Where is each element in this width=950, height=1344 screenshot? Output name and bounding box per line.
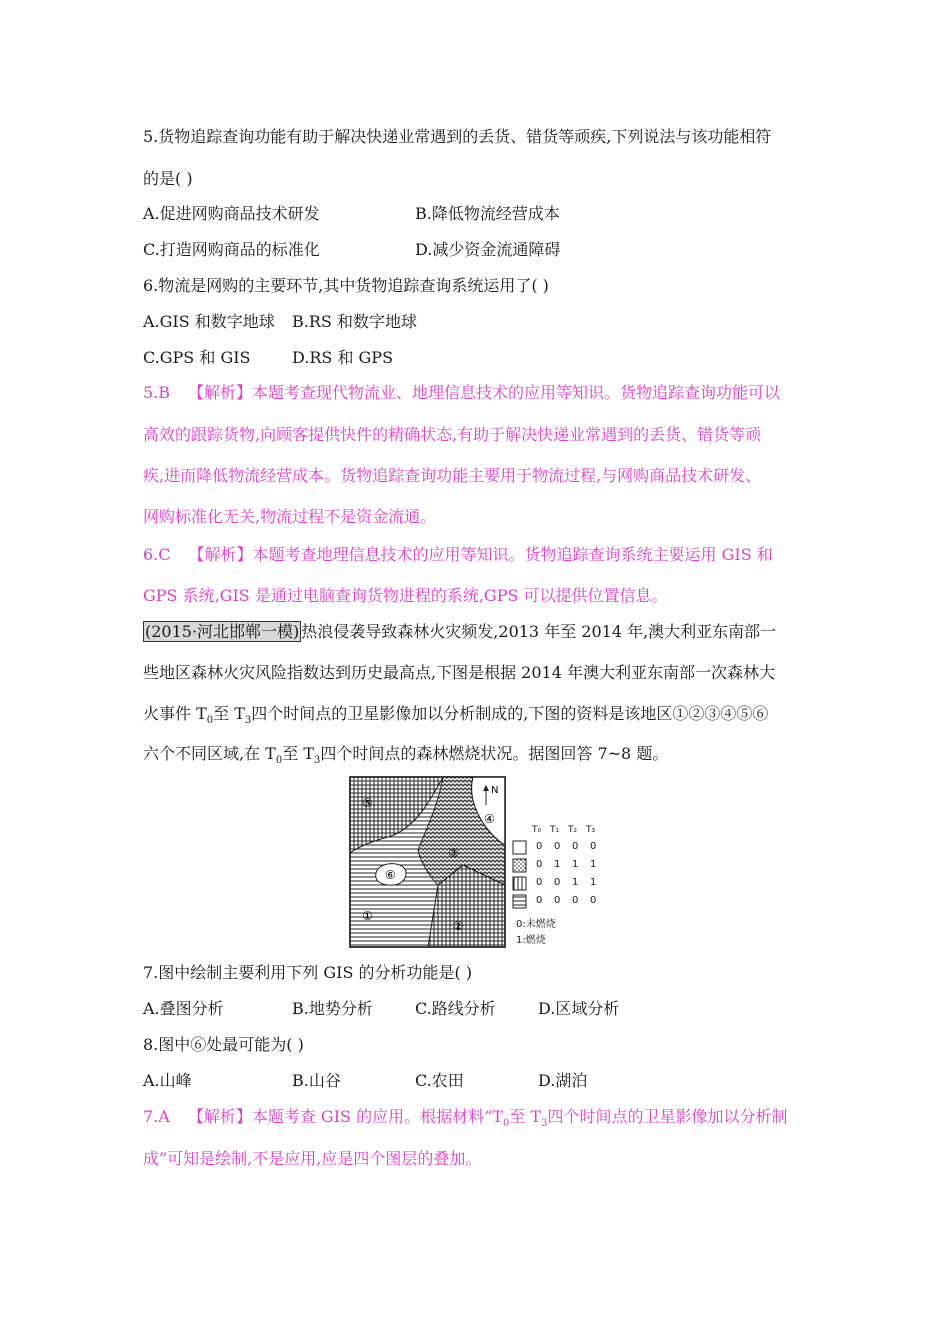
passage-line4-sub2: 3 xyxy=(314,755,321,767)
legend-cell: 1 xyxy=(590,859,597,870)
q6-option-b: B.RS 和数字地球 xyxy=(292,312,417,331)
legend-cell: 1 xyxy=(590,877,597,888)
legend-header-t3: T₃ xyxy=(586,825,596,835)
passage-line4 xyxy=(143,744,668,771)
q7-option-d: D.区域分析 xyxy=(538,999,620,1018)
answer-7-tag: 【解析】 xyxy=(187,1107,252,1126)
q5-option-b: B.降低物流经营成本 xyxy=(415,204,560,223)
passage-line4-c: 四个时间点的森林燃烧状况。据图回答 7~8 题。 xyxy=(320,744,669,763)
q5-option-d: D.减少资金流通障碍 xyxy=(415,240,561,259)
q8-stem: 8.图中⑥处最可能为( ) xyxy=(143,1035,304,1054)
answer-6-tag: 【解析】 xyxy=(188,545,253,564)
answer-5-tag: 【解析】 xyxy=(188,383,253,402)
answer-5-key: 5.B xyxy=(143,383,171,402)
fire-region-map xyxy=(348,775,603,950)
answer-5-line4: 网购标准化无关,物流过程不是资金流通。 xyxy=(143,507,437,526)
q8-option-d: D.湖泊 xyxy=(538,1071,588,1090)
legend-cell: 0 xyxy=(590,895,597,906)
answer-5-line2: 高效的跟踪货物,向顾客提供快件的精确状态,有助于解决快递业常遇到的丢货、错货等顽 xyxy=(143,425,762,444)
region-5-label: ⑤ xyxy=(362,796,373,810)
legend-cell: 1 xyxy=(572,859,579,870)
answer-7-sub1: 0 xyxy=(502,1118,510,1130)
answer-7-text-b: 至 T xyxy=(509,1107,542,1126)
passage-line3-sub1: 0 xyxy=(206,715,214,727)
legend-cell: 0 xyxy=(572,895,579,906)
q5-stem-line1: 5.货物追踪查询功能有助于解决快递业常遇到的丢货、错货等顽疾,下列说法与该功能相符 xyxy=(143,127,772,146)
q6-stem: 6.物流是网购的主要环节,其中货物追踪查询系统运用了( ) xyxy=(143,276,549,295)
legend-swatch-vlines xyxy=(513,877,526,890)
answer-6-key: 6.C xyxy=(143,545,171,564)
region-1-label: ① xyxy=(362,909,373,923)
answer-7-line2: 成”可知是绘制,不是应用,应是四个图层的叠加。 xyxy=(143,1149,482,1168)
passage-line3-c: 四个时间点的卫星影像加以分析制成的,下图的资料是该地区①②③④⑤⑥ xyxy=(251,704,769,723)
legend-cell: 0 xyxy=(536,859,543,870)
region-3-label: ③ xyxy=(448,846,459,860)
passage-line3-b: 至 T xyxy=(213,704,245,723)
passage-line4-sub1: 0 xyxy=(275,755,283,767)
answer-7-sub2: 3 xyxy=(541,1118,548,1130)
q6-option-c: C.GPS 和 GIS xyxy=(143,348,251,367)
legend-cell: 0 xyxy=(572,841,579,852)
q8-option-b: B.山谷 xyxy=(292,1071,341,1090)
legend-cell: 0 xyxy=(536,841,543,852)
legend-header-t1: T₁ xyxy=(550,825,560,835)
legend-swatch-blank xyxy=(513,841,526,854)
passage-line4-b: 至 T xyxy=(282,744,314,763)
legend-cell: 1 xyxy=(554,859,561,870)
legend-header-t2: T₂ xyxy=(568,825,578,835)
q7-option-b: B.地势分析 xyxy=(292,999,373,1018)
region-2-label: ② xyxy=(453,919,464,933)
legend-note-unburned: 0:未燃烧 xyxy=(516,919,556,930)
legend-swatch-hlines xyxy=(513,895,526,908)
passage-line3-a: 火事件 T xyxy=(143,704,207,723)
fire-region-figure xyxy=(348,775,603,950)
passage-line2: 些地区森林火灾风险指数达到历史最高点,下图是根据 2014 年澳大利亚东南部一次森林大 xyxy=(143,663,775,682)
passage-line4-a: 六个不同区域,在 T xyxy=(143,744,276,763)
answer-6-line2: GPS 系统,GIS 是通过电脑查询货物进程的系统,GPS 可以提供位置信息。 xyxy=(143,586,668,605)
region-4-label: ④ xyxy=(484,812,495,826)
legend-cell: 0 xyxy=(536,895,543,906)
legend-cell: 0 xyxy=(590,841,597,852)
q8-option-c: C.农田 xyxy=(415,1071,464,1090)
legend-cell: 0 xyxy=(554,877,561,888)
legend-cell: 0 xyxy=(554,895,561,906)
legend-header-t0: T₀ xyxy=(532,825,542,835)
legend-cell: 1 xyxy=(572,877,579,888)
north-label: N xyxy=(491,785,499,796)
q6-option-a: A.GIS 和数字地球 xyxy=(143,312,275,331)
passage-line3-sub2: 3 xyxy=(244,715,252,727)
answer-5-line3: 疾,进而降低物流经营成本。货物追踪查询功能主要用于物流过程,与网购商品技术研发、 xyxy=(143,466,762,485)
answer-5-line1 xyxy=(143,383,780,403)
region-6-label: ⑥ xyxy=(385,868,396,882)
q5-option-c: C.打造网购商品的标准化 xyxy=(143,240,320,259)
answer-7-text-c: 四个时间点的卫星影像加以分析制 xyxy=(547,1107,788,1126)
q5-stem-line2: 的是( ) xyxy=(143,169,193,188)
answer-5-text: 本题考查现代物流业、地理信息技术的应用等知识。货物追踪查询功能可以 xyxy=(252,383,781,402)
q6-option-d: D.RS 和 GPS xyxy=(292,348,394,367)
answer-6-text: 本题考查地理信息技术的应用等知识。货物追踪查询系统主要运用 GIS 和 xyxy=(252,545,773,564)
answer-7-line1 xyxy=(143,1107,787,1134)
source-badge: (2015·河北邯郸一模) xyxy=(145,622,300,641)
passage-line1-text: 热浪侵袭导致森林火灾频发,2013 年至 2014 年,澳大利亚东南部一 xyxy=(301,622,777,641)
legend-cell: 0 xyxy=(554,841,561,852)
legend-note-burned: 1:燃烧 xyxy=(516,935,546,946)
q7-option-c: C.路线分析 xyxy=(415,999,496,1018)
legend-swatch-dots xyxy=(513,859,526,872)
answer-6-line1 xyxy=(143,545,773,565)
q7-option-a: A.叠图分析 xyxy=(143,999,224,1018)
q7-stem: 7.图中绘制主要利用下列 GIS 的分析功能是( ) xyxy=(143,963,473,982)
passage-line3 xyxy=(143,704,768,731)
q8-option-a: A.山峰 xyxy=(143,1071,192,1090)
answer-7-text-a: 本题考查 GIS 的应用。根据材料“T xyxy=(251,1107,503,1126)
q5-option-a: A.促进网购商品技术研发 xyxy=(143,204,320,223)
passage-line1 xyxy=(143,622,776,642)
answer-7-key: 7.A xyxy=(143,1107,170,1126)
legend-cell: 0 xyxy=(536,877,543,888)
